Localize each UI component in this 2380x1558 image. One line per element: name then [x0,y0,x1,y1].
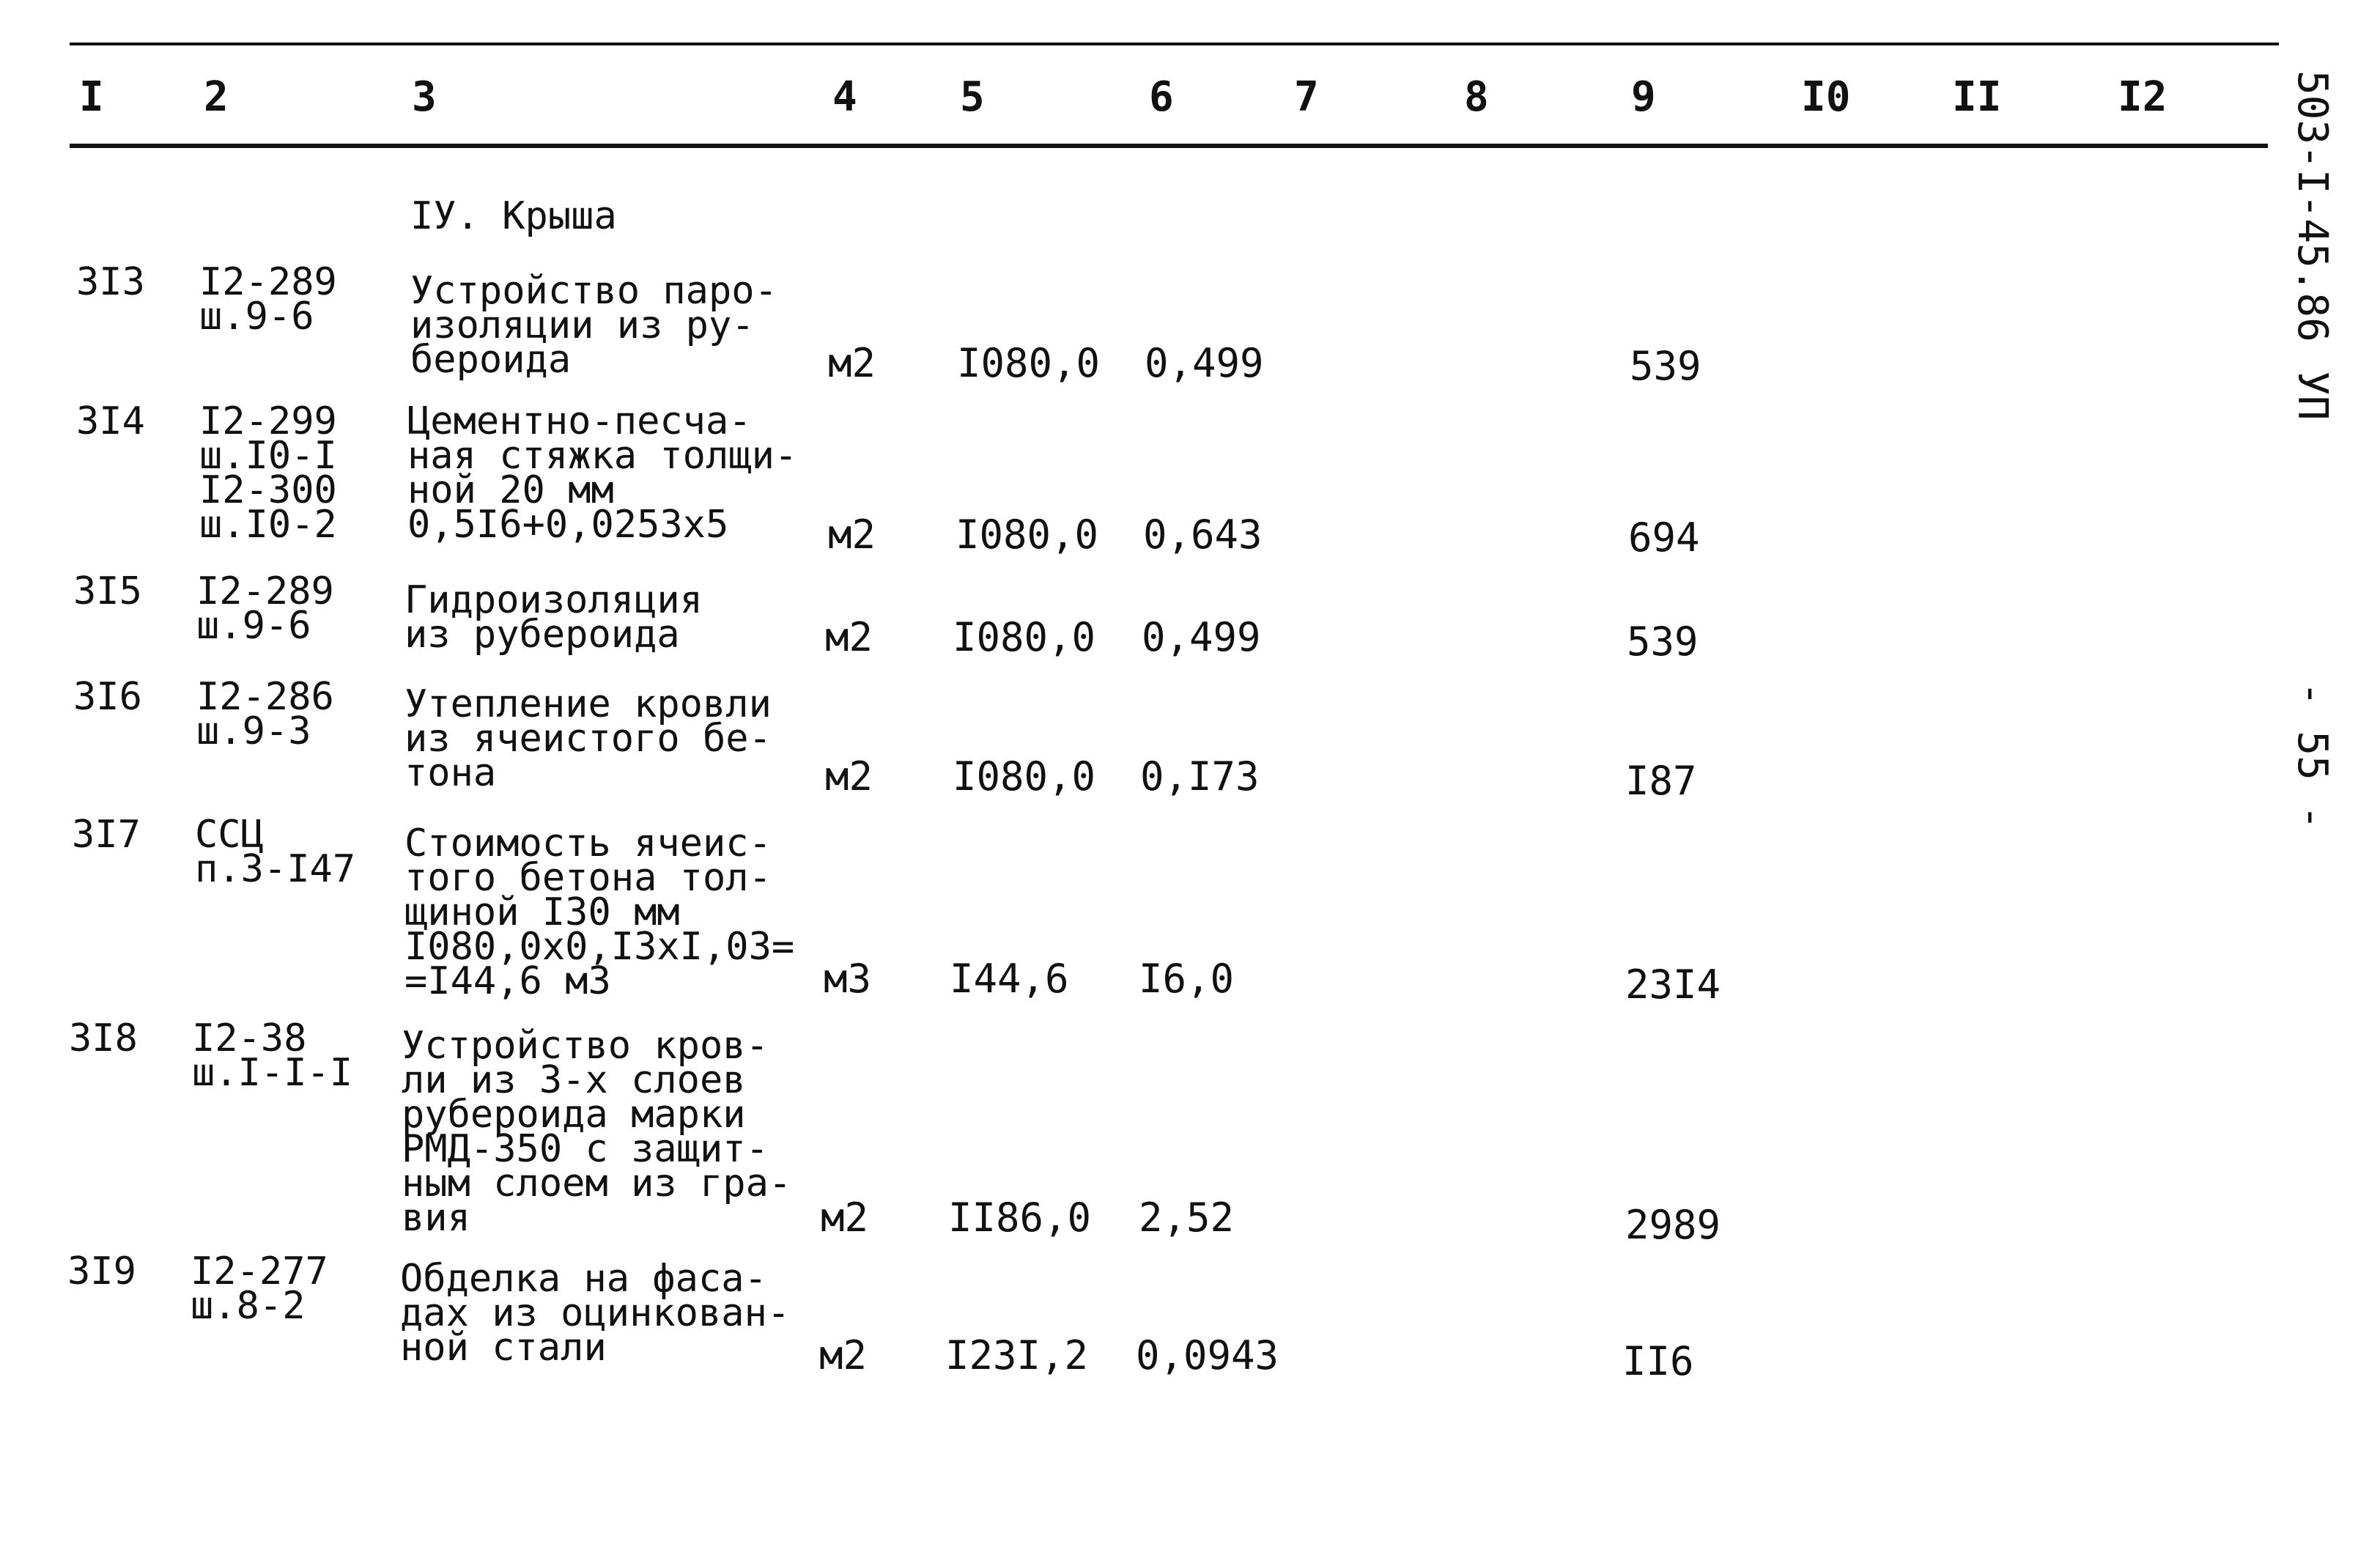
row-total: 23I4 [1625,961,1721,1008]
top-rule [70,43,2279,45]
row-quantity: I080,0 [956,512,1099,558]
row-unit: м2 [825,753,873,800]
side-page-number: - 55 - [2288,682,2336,830]
row-code: I2-289 ш.9-6 [199,260,337,339]
col-header-6: 6 [1149,73,1174,121]
row-quantity: I080,0 [953,753,1096,800]
row-total: 539 [1630,343,1701,389]
col-header-7: 7 [1294,73,1319,121]
row-description: Стоимость ячеис- того бетона тол- щиной I30 мм I080,0x0,I3xI,03= =I44,6 м3 [404,822,795,1003]
col-header-5: 5 [960,73,985,121]
row-norm: 0,I73 [1140,753,1260,800]
row-code: ССЦ п.3-I47 [195,813,356,891]
row-quantity: I080,0 [953,614,1096,660]
row-norm: 2,52 [1139,1195,1235,1241]
row-quantity: I23I,2 [945,1332,1089,1378]
col-header-4: 4 [832,73,857,121]
row-num: 3I8 [69,1016,138,1060]
row-code: I2-277 ш.8-2 [191,1249,328,1328]
row-unit: м2 [828,340,876,386]
row-norm: I6,0 [1139,956,1235,1002]
row-total: 2989 [1625,1202,1721,1248]
row-unit: м2 [828,512,876,558]
row-unit: м2 [819,1332,868,1378]
col-header-1: I [79,73,104,121]
row-quantity: I44,6 [950,956,1069,1002]
row-description: Утепление кровли из ячеистого бе- тона [404,682,772,795]
row-description: Обделка на фаса- дах из оцинкован- ной стали [400,1257,791,1370]
row-num: 3I4 [76,399,145,443]
row-quantity: II86,0 [948,1195,1092,1241]
row-norm: 0,0943 [1136,1332,1279,1378]
row-total: I87 [1625,758,1697,804]
col-header-3: 3 [412,73,437,121]
row-total: II6 [1622,1338,1694,1384]
row-description: Гидроизоляция из рубероида [404,578,703,657]
col-header-8: 8 [1464,73,1489,121]
col-header-10: I0 [1801,73,1851,121]
row-num: 3I9 [67,1249,136,1293]
side-series: УП [2288,371,2336,421]
row-code: I2-289 ш.9-6 [196,569,334,648]
row-description: Цементно-песча- ная стяжка толщи- ной 20 мм 0,5I6+0,0253x5 [407,399,798,547]
row-norm: 0,499 [1142,614,1261,660]
row-code: I2-299 ш.I0-I I2-300 ш.I0-2 [199,399,337,547]
row-num: 3I6 [73,675,142,719]
row-num: 3I5 [73,569,142,613]
row-norm: 0,643 [1143,512,1263,558]
col-header-9: 9 [1631,73,1656,121]
row-quantity: I080,0 [957,340,1101,386]
col-header-11: II [1952,73,2002,121]
row-norm: 0,499 [1145,340,1264,386]
row-code: I2-38 ш.I-I-I [192,1016,353,1095]
row-num: 3I7 [72,813,141,857]
col-header-12: I2 [2118,73,2168,121]
row-description: Устройство паро- изоляции из ру- бероида [410,269,777,382]
row-unit: м2 [825,614,873,660]
row-total: 694 [1628,514,1700,561]
header-rule [70,144,2268,148]
row-description: Устройство кров- ли из 3-х слоев рубероида марки РМД-350 с защит- ным слоем из гра- вия [402,1024,792,1240]
row-unit: м2 [821,1195,869,1241]
row-code: I2-286 ш.9-3 [196,675,334,753]
row-num: 3I3 [76,260,145,304]
col-header-2: 2 [204,73,229,121]
side-doc-code: 503-I-45.86 [2288,70,2336,342]
row-total: 539 [1627,619,1699,665]
row-unit: м3 [824,956,872,1002]
section-title: IУ. Крыша [410,194,617,238]
